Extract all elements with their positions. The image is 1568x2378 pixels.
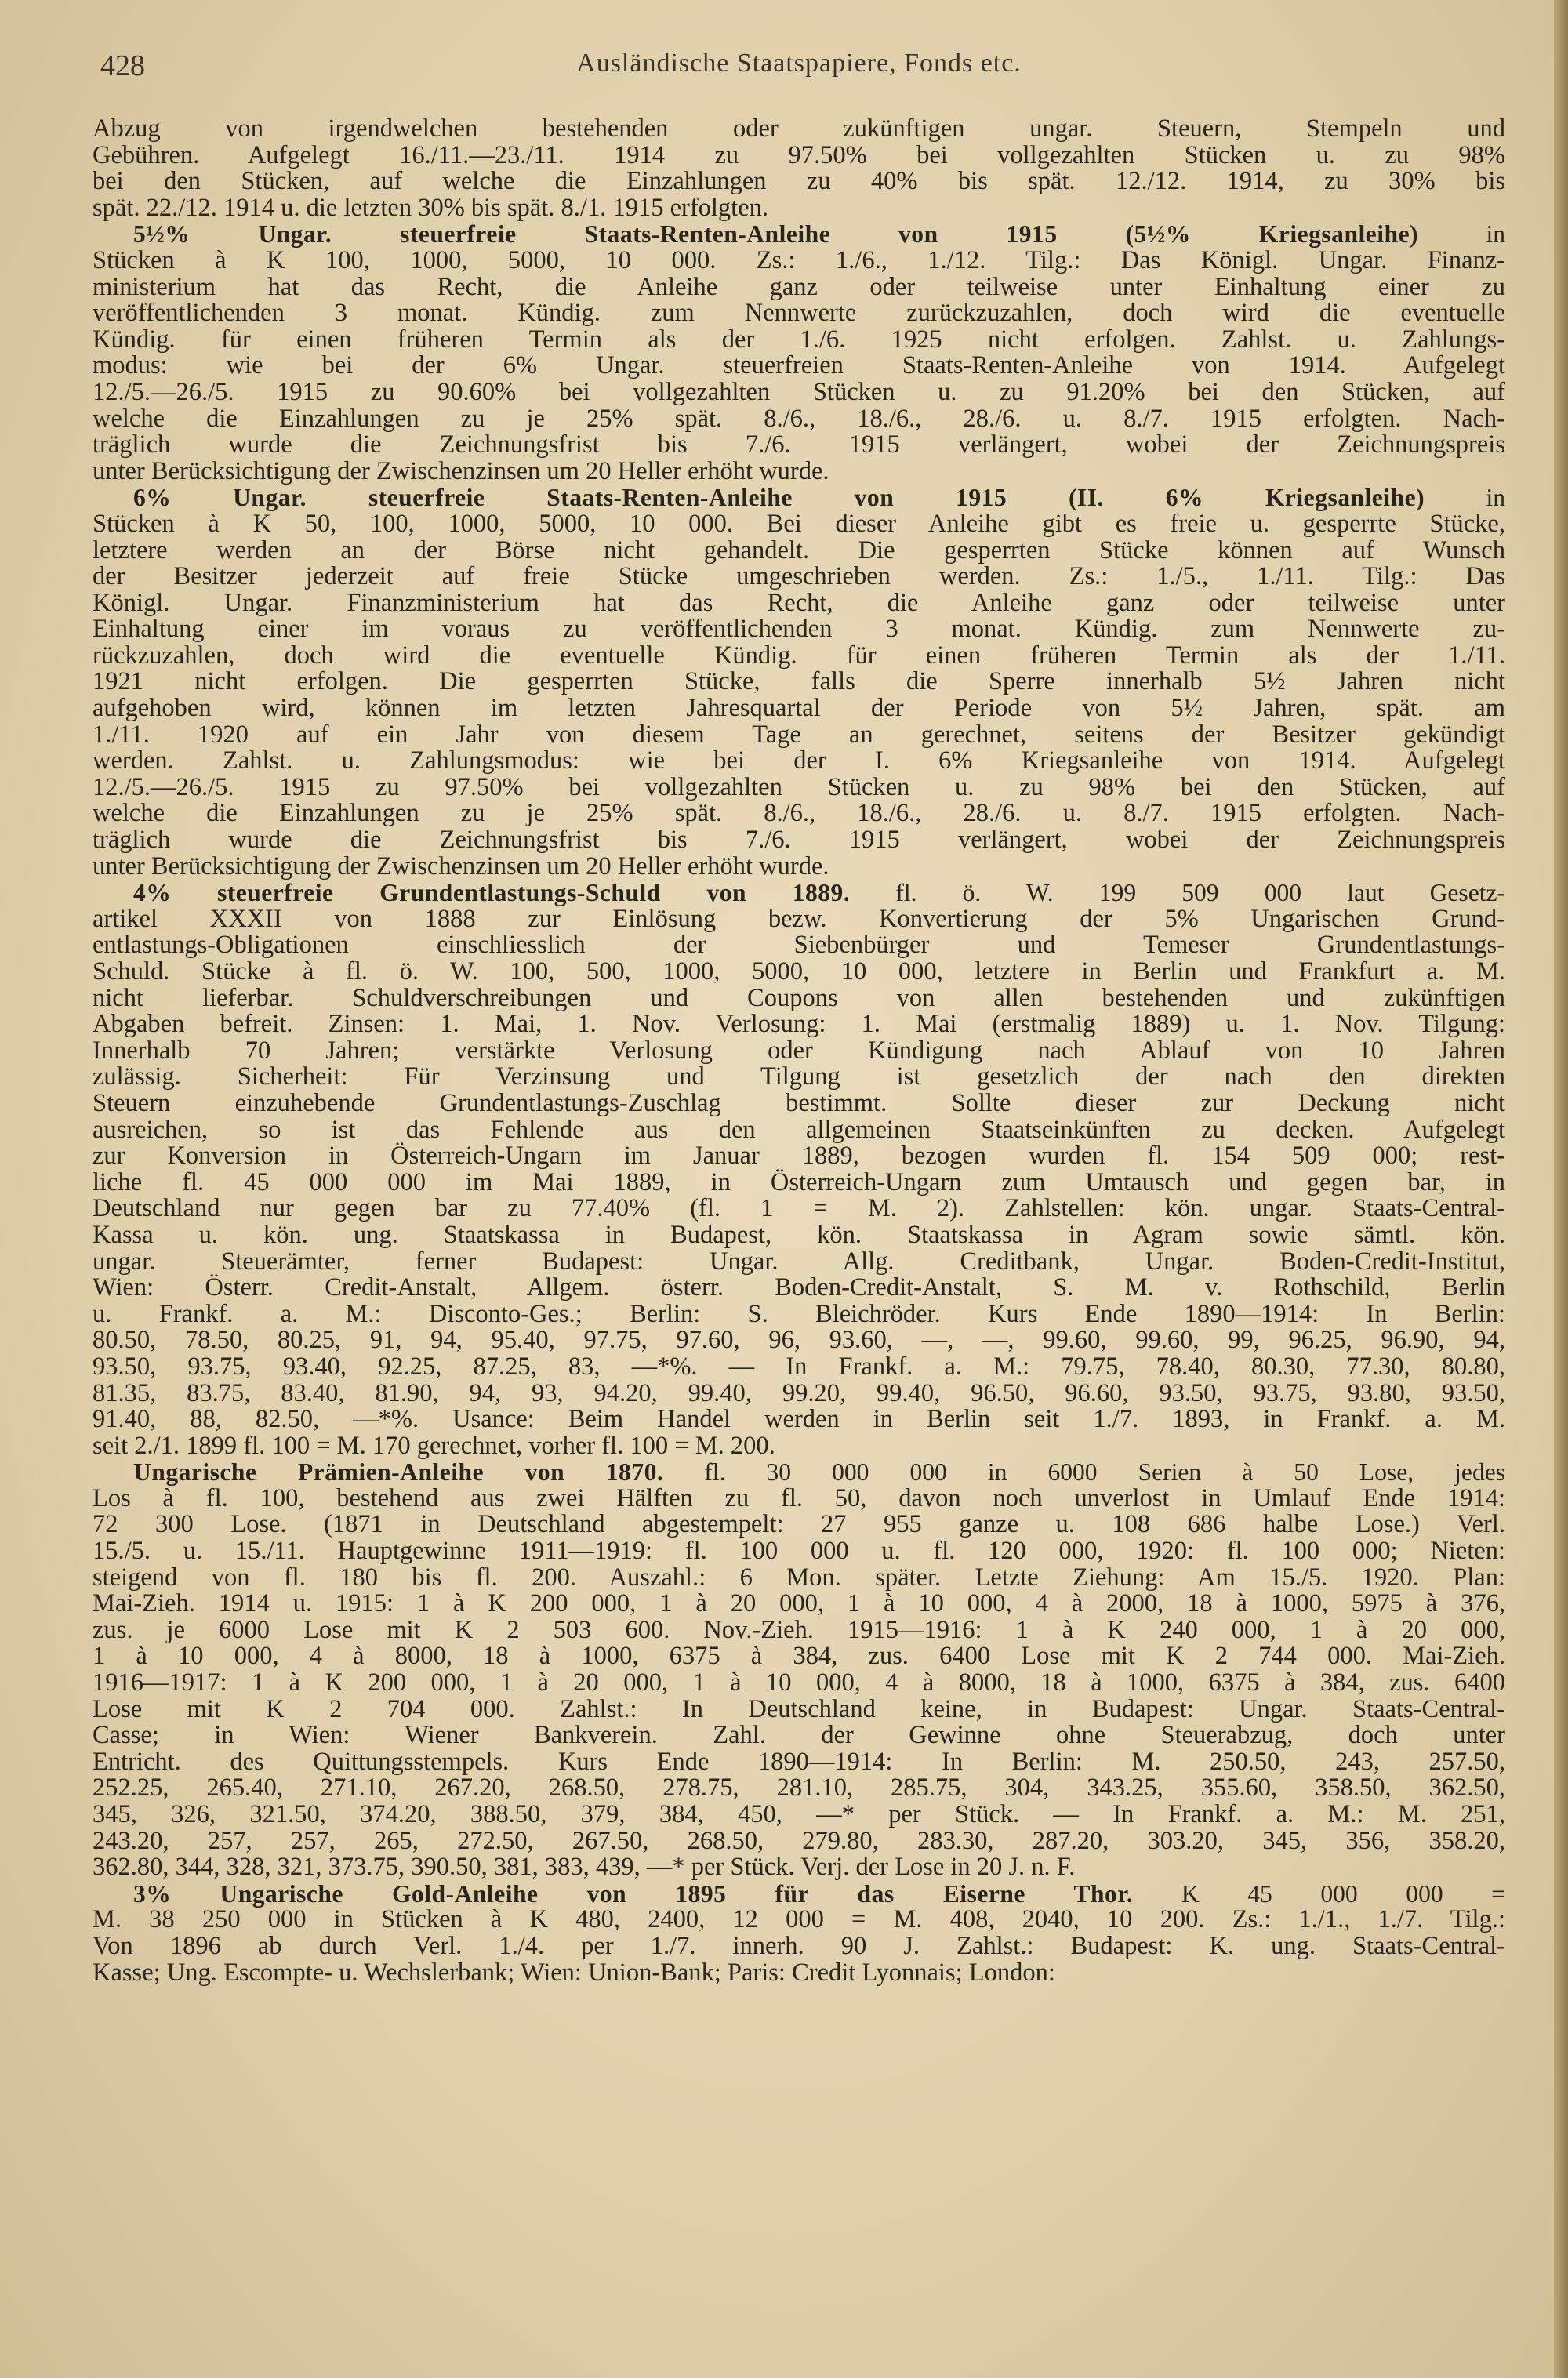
text-line: Los à fl. 100, bestehend aus zwei Hälften zu fl. 50, davon noch unverlost in Umlauf Ende 1914:: [93, 1483, 1505, 1512]
text-line: 345, 326, 321.50, 374.20, 388.50, 379, 384, 450, —* per Stück. — In Frankf. a. M.: M. 251,: [93, 1800, 1505, 1828]
text-line: 15./5. u. 15./11. Hauptgewinne 1911—1919: fl. 100 000 u. fl. 120 000, 1920: fl. 100 000; Nieten:: [93, 1537, 1505, 1566]
text-line: Schuld. Stücke à fl. ö. W. 100, 500, 1000, 5000, 10 000, letztere in Berlin und Frankfurt a. M.: [93, 957, 1505, 986]
text-line: Casse; in Wien: Wiener Bankverein. Zahl. der Gewinne ohne Steuerabzug, doch unter: [93, 1721, 1505, 1750]
text-line: spät. 22./12. 1914 u. die letzten 30% bis spät. 8./1. 1915 erfolgten.: [93, 193, 769, 222]
section-heading: 3% Ungarische Gold-Anleihe von 1895 für das Eiserne Thor.: [133, 1879, 1134, 1908]
text-line: steigend von fl. 180 bis fl. 200. Auszahl.: 6 Mon. später. Letzte Ziehung: Am 15./5. 1920. Plan:: [93, 1563, 1505, 1592]
text-line: Steuern einzuhebende Grundentlastungs-Zuschlag bestimmt. Sollte dieser zur Deckung nicht: [93, 1088, 1505, 1117]
paragraph: [93, 880, 1505, 1459]
text-line: 252.25, 265.40, 271.10, 267.20, 268.50, 278.75, 281.10, 285.75, 304, 343.25, 355.60, 358.50, 362.50,: [93, 1774, 1505, 1803]
text-line: rückzuzahlen, doch wird die eventuelle Kündig. für einen früheren Termin als der 1./11.: [93, 641, 1505, 670]
text-line: welche die Einzahlungen zu je 25% spät. 8./6., 18./6., 28./6. u. 8./7. 1915 erfolgten. Nach-: [93, 404, 1505, 433]
page-edge: [1554, 0, 1568, 2378]
text-line: träglich wurde die Zeichnungsfrist bis 7./6. 1915 verlängert, wobei der Zeichnungspreis: [93, 430, 1505, 459]
running-head: Ausländische Staatspapiere, Fonds etc.: [576, 49, 1022, 78]
text-line: 81.35, 83.75, 83.40, 81.90, 94, 93, 94.20, 99.40, 99.20, 99.40, 96.50, 96.60, 93.50, 93.75, 93.80, 93.50,: [93, 1378, 1505, 1407]
text-line: unter Berücksichtigung der Zwischenzinsen um 20 Heller erhöht wurde.: [93, 851, 829, 880]
section-heading: 6% Ungar. steuerfreie Staats-Renten-Anleihe von 1915 (II. 6% Kriegsanleihe): [133, 484, 1425, 512]
text-line: ministerium hat das Recht, die Anleihe ganz oder teilweise unter Einhaltung einer zu: [93, 272, 1505, 301]
text-line: 5½% Ungar. steuerfreie Staats-Renten-Anleihe von 1915 (5½% Kriegsanleihe) in: [133, 220, 1505, 249]
text-line: liche fl. 45 000 000 im Mai 1889, in Österreich-Ungarn zum Umtausch und gegen bar, in: [93, 1167, 1505, 1196]
text-line: zulässig. Sicherheit: Für Verzinsung und Tilgung ist gesetzlich der nach den direkten: [93, 1062, 1505, 1091]
text-line: 1 à 10 000, 4 à 8000, 18 à 1000, 6375 à 384, zus. 6400 Lose mit K 2 744 000. Mai-Zieh.: [93, 1642, 1505, 1671]
text-line: Kasse; Ung. Escompte- u. Wechslerbank; Wien: Union-Bank; Paris: Credit Lyonnais; London:: [93, 1958, 1055, 1987]
section-heading: 4% steuerfreie Grundentlastungs-Schuld von 1889.: [133, 879, 851, 907]
text-line: Abzug von irgendwelchen bestehenden oder zukünftigen ungar. Steuern, Stempeln und: [93, 114, 1505, 143]
text-line: 362.80, 344, 328, 321, 373.75, 390.50, 381, 383, 439, —* per Stück. Verj. der Lose in 20 J. n. F.: [93, 1853, 1076, 1882]
text-line: zur Konversion in Österreich-Ungarn im Januar 1889, bezogen wurden fl. 154 509 000; rest-: [93, 1142, 1505, 1171]
text-line: 3% Ungarische Gold-Anleihe von 1895 für das Eiserne Thor. K 45 000 000 =: [133, 1879, 1505, 1908]
text-line: entlastungs-Obligationen einschliesslich der Siebenbürger und Temeser Grundentlastungs-: [93, 931, 1505, 960]
text-line: seit 2./1. 1899 fl. 100 = M. 170 gerechnet, vorher fl. 100 = M. 200.: [93, 1431, 775, 1460]
text-line: aufgehoben wird, können im letzten Jahresquartal der Periode von 5½ Jahren, spät. am: [93, 694, 1505, 723]
text-line: Stücken à K 50, 100, 1000, 5000, 10 000. Bei dieser Anleihe gibt es freie u. gesperrte Stücke,: [93, 509, 1505, 538]
text-line: Ungarische Prämien-Anleihe von 1870. fl. 30 000 000 in 6000 Serien à 50 Lose, jedes: [133, 1458, 1505, 1487]
text-line: welche die Einzahlungen zu je 25% spät. 8./6., 18./6., 28./6. u. 8./7. 1915 erfolgten. Nach-: [93, 799, 1505, 828]
text-line: 80.50, 78.50, 80.25, 91, 94, 95.40, 97.75, 97.60, 96, 93.60, —, —, 99.60, 99.60, 99, 96.25, 96.90, 94,: [93, 1326, 1505, 1355]
text-line: nicht lieferbar. Schuldverschreibungen und Coupons von allen bestehenden und zukünftigen: [93, 983, 1505, 1012]
text-line: 12./5.—26./5. 1915 zu 90.60% bei vollgezahlten Stücken u. zu 91.20% bei den Stücken, auf: [93, 377, 1505, 406]
text-line: Einhaltung einer im voraus zu veröffentlichenden 3 monat. Kündig. zum Nennwerte zu-: [93, 615, 1505, 644]
text-line: 12./5.—26./5. 1915 zu 97.50% bei vollgezahlten Stücken u. zu 98% bei den Stücken, auf: [93, 772, 1505, 801]
text-line: u. Frankf. a. M.: Disconto-Ges.; Berlin: S. Bleichröder. Kurs Ende 1890—1914: In Berlin:: [93, 1299, 1505, 1328]
text-line: 243.20, 257, 257, 265, 272.50, 267.50, 268.50, 279.80, 283.30, 287.20, 303.20, 345, 356, 358.20,: [93, 1826, 1505, 1855]
paragraph: [93, 116, 1505, 221]
text-line: Mai-Zieh. 1914 u. 1915: 1 à K 200 000, 1 à 20 000, 1 à 10 000, 4 à 2000, 18 à 1000, 5975 à 376,: [93, 1589, 1505, 1618]
text-line: Wien: Österr. Credit-Anstalt, Allgem. österr. Boden-Credit-Anstalt, S. M. v. Rothschild, Berlin: [93, 1273, 1505, 1302]
text-line: veröffentlichenden 3 monat. Kündig. zum Nennwerte zurückzuzahlen, doch wird die eventuelle: [93, 299, 1505, 328]
text-line: modus: wie bei der 6% Ungar. steuerfreien Staats-Renten-Anleihe von 1914. Aufgelegt: [93, 351, 1505, 380]
text-line: ungar. Steuerämter, ferner Budapest: Ungar. Allg. Creditbank, Ungar. Boden-Credit-Institut,: [93, 1247, 1505, 1276]
text-line: werden. Zahlst. u. Zahlungsmodus: wie bei der I. 6% Kriegsanleihe von 1914. Aufgelegt: [93, 746, 1505, 775]
text-line: 6% Ungar. steuerfreie Staats-Renten-Anleihe von 1915 (II. 6% Kriegsanleihe) in: [133, 484, 1505, 512]
text-line: 91.40, 88, 82.50, —*%. Usance: Beim Handel werden in Berlin seit 1./7. 1893, in Frankf. a. M.: [93, 1405, 1505, 1434]
text-line: Stücken à K 100, 1000, 5000, 10 000. Zs.: 1./6., 1./12. Tilg.: Das Königl. Ungar. Finanz-: [93, 245, 1505, 274]
text-line: Abgaben befreit. Zinsen: 1. Mai, 1. Nov. Verlosung: 1. Mai (erstmalig 1889) u. 1. Nov. Tilgung:: [93, 1010, 1505, 1039]
text-line: 1./11. 1920 auf ein Jahr von diesem Tage an gerechnet, seitens der Besitzer gekündigt: [93, 720, 1505, 749]
text-line: Deutschland nur gegen bar zu 77.40% (fl. 1 = M. 2). Zahlstellen: kön. ungar. Staats-Central-: [93, 1194, 1505, 1223]
text-line: 1916—1917: 1 à K 200 000, 1 à 20 000, 1 à 10 000, 4 à 8000, 18 à 1000, 6375 à 384, zus. 6400: [93, 1668, 1505, 1697]
text-line: Innerhalb 70 Jahren; verstärkte Verlosung oder Kündigung nach Ablauf von 10 Jahren: [93, 1036, 1505, 1065]
paragraph: [93, 1881, 1505, 1986]
section-heading: Ungarische Prämien-Anleihe von 1870.: [133, 1458, 664, 1487]
text-line: der Besitzer jederzeit auf freie Stücke umgeschrieben werden. Zs.: 1./5., 1./11. Tilg.: Das: [93, 562, 1505, 591]
paragraph: [93, 221, 1505, 485]
page-number: 428: [100, 49, 145, 82]
text-line: Gebühren. Aufgelegt 16./11.—23./11. 1914 zu 97.50% bei vollgezahlten Stücken u. zu 98%: [93, 140, 1505, 169]
page-header: [93, 44, 1505, 93]
text-line: 1921 nicht erfolgen. Die gesperrten Stücke, falls die Sperre innerhalb 5½ Jahren nicht: [93, 667, 1505, 696]
text-line: Kassa u. kön. ung. Staatskassa in Budapest, kön. Staatskassa in Agram sowie sämtl. kön.: [93, 1220, 1505, 1249]
text-line: Entricht. des Quittungsstempels. Kurs Ende 1890—1914: In Berlin: M. 250.50, 243, 257.50,: [93, 1747, 1505, 1776]
text-line: unter Berücksichtigung der Zwischenzinsen um 20 Heller erhöht wurde.: [93, 456, 829, 485]
text-line: 72 300 Lose. (1871 in Deutschland abgestempelt: 27 955 ganze u. 108 686 halbe Lose.) Verl.: [93, 1510, 1505, 1539]
text-line: artikel XXXII von 1888 zur Einlösung bezw. Konvertierung der 5% Ungarischen Grund-: [93, 904, 1505, 933]
text-line: 4% steuerfreie Grundentlastungs-Schuld von 1889. fl. ö. W. 199 509 000 laut Gesetz-: [133, 879, 1505, 907]
text-line: Kündig. für einen früheren Termin als der 1./6. 1925 nicht erfolgen. Zahlst. u. Zahlungs-: [93, 325, 1505, 354]
text-line: letztere werden an der Börse nicht gehandelt. Die gesperrten Stücke können auf Wunsch: [93, 536, 1505, 565]
text-body: [93, 116, 1505, 1986]
text-line: träglich wurde die Zeichnungsfrist bis 7./6. 1915 verlängert, wobei der Zeichnungspreis: [93, 826, 1505, 855]
paragraph: [93, 485, 1505, 880]
paragraph: [93, 1459, 1505, 1881]
text-line: 93.50, 93.75, 93.40, 92.25, 87.25, 83, —*%. — In Frankf. a. M.: 79.75, 78.40, 80.30, 77.30, 80.80,: [93, 1352, 1505, 1381]
section-heading: 5½% Ungar. steuerfreie Staats-Renten-Anleihe von 1915 (5½% Kriegsanleihe): [133, 220, 1419, 249]
text-line: M. 38 250 000 in Stücken à K 480, 2400, 12 000 = M. 408, 2040, 10 200. Zs.: 1./1., 1./7. Tilg.:: [93, 1905, 1505, 1934]
text-line: Königl. Ungar. Finanzministerium hat das Recht, die Anleihe ganz oder teilweise unter: [93, 588, 1505, 617]
text-line: Lose mit K 2 704 000. Zahlst.: In Deutschland keine, in Budapest: Ungar. Staats-Central-: [93, 1694, 1505, 1723]
text-line: zus. je 6000 Lose mit K 2 503 600. Nov.-Zieh. 1915—1916: 1 à K 240 000, 1 à 20 000,: [93, 1615, 1505, 1644]
text-line: ausreichen, so ist das Fehlende aus den allgemeinen Staatseinkünften zu decken. Aufgelegt: [93, 1115, 1505, 1144]
text-line: Von 1896 ab durch Verl. 1./4. per 1./7. innerh. 90 J. Zahlst.: Budapest: K. ung. Staats-Central-: [93, 1931, 1505, 1960]
text-line: bei den Stücken, auf welche die Einzahlungen zu 40% bis spät. 12./12. 1914, zu 30% bis: [93, 167, 1505, 196]
